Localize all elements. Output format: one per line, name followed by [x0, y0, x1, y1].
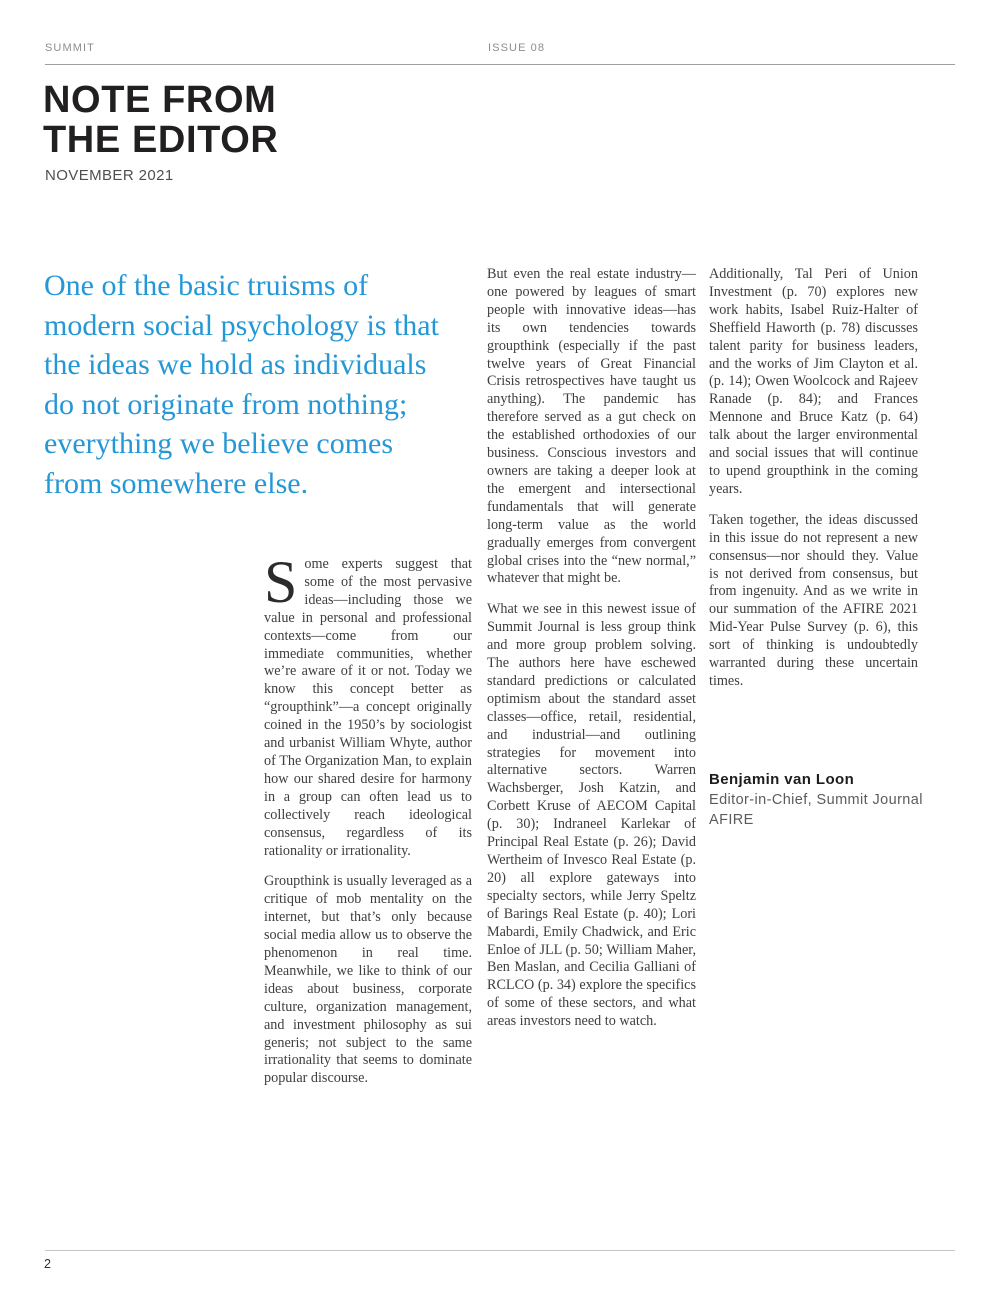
header-divider-rule	[45, 64, 955, 65]
masthead-issue-number: ISSUE 08	[488, 42, 546, 54]
signature-name: Benjamin van Loon	[709, 771, 855, 788]
dropcap-letter: S	[264, 549, 298, 615]
signature-organization: AFIRE	[709, 812, 754, 828]
page-number: 2	[44, 1257, 51, 1271]
column2-paragraph-2: What we see in this newest issue of Summit Journal is less group think and more group problem solving. The authors here have eschewed standard predictions or calculated optimism about the standard asset classes—office, retail, residential, and industrial—and outlining strategies for movement into alternative sectors. Warren Wachsberger, Josh Katzin, and Corbett Kruse of AECOM Capital (p. 30); Indraneel Karlekar of Principal Real Estate (p. 26); David Wertheim of Invesco Real Estate (p. 20) all explore gateways into specialty sectors, while Jerry Speltz of Barings Real Estate (p. 40); Lori Mabardi, Emily Chadwick, and Eric Enloe of JLL (p. 50; William Maher, Ben Maslan, and Cecilia Galliani of RCLCO (p. 34) explore the specifics of some of these sectors, and what areas investors need to watch.	[487, 601, 696, 1030]
page-title-line1: NOTE FROM	[43, 79, 277, 121]
issue-date: NOVEMBER 2021	[45, 167, 174, 184]
column1-paragraph-2: Groupthink is usually leveraged as a critique of mob mentality on the internet, but that’s only because social media allow us to observe the phenomenon in real time. Meanwhile, we like to think of our ideas about business, corporate culture, organization management, and investment philosophy as sui generis; not subject to the same irrationality that seems to dominate popular discourse.	[264, 873, 472, 1087]
signature-role: Editor-in-Chief, Summit Journal	[709, 792, 923, 808]
signature-block	[709, 770, 923, 830]
page-title	[43, 80, 278, 160]
page-title-line2: THE EDITOR	[43, 119, 279, 161]
column1-paragraph-1-text: ome experts suggest that some of the most pervasive ideas—including those we value in personal and professional contexts—come from our immediate communities, whether we’re aware of it or not. Today we know this concept better as “groupthink”—a concept originally coined in the 1950’s by sociologist and urbanist William Whyte, author of The Organization Man, to explain how our shared desire for harmony in a group can often lead us to collectively reach ideological consensus, regardless of its rationality or irrationality.	[264, 556, 472, 859]
masthead-journal-name: SUMMIT	[45, 42, 95, 54]
body-column-3	[709, 266, 918, 704]
column3-paragraph-1: Additionally, Tal Peri of Union Investment (p. 70) explores new work habits, Isabel Ruiz-Halter of Sheffield Haworth (p. 78) discusses talent parity for business leaders, and the works of Jim Clayton et al. (p. 14); Owen Woolcock and Rajeev Ranade (p. 84); and Frances Mennone and Bruce Katz (p. 64) talk about the larger environmental and social issues that will continue to upend groupthink in the coming years.	[709, 266, 918, 497]
column3-paragraph-2: Taken together, the ideas discussed in this issue do not represent a new consensus—nor should they. Value is not derived from consensus, but from ingenuity. And as we write in our summation of the AFIRE 2021 Mid-Year Pulse Survey (p. 6), this sort of thinking is undoubtedly warranted during these uncertain times.	[709, 511, 918, 689]
body-column-2	[487, 266, 696, 1044]
body-column-1	[264, 549, 472, 1101]
column2-paragraph-1: But even the real estate industry—one powered by leagues of smart people with innovative ideas—has its own tendencies towards groupthink (especially if the past twelve years of Great Financial Crisis retrospectives have taught us anything). The pandemic has therefore served as a gut check on the established orthodoxies of our business. Conscious investors and owners are taking a deeper look at the emergent and intersectional fundamentals that will generate long-term value as the world gradually emerges from convergent global crises into the “new normal,” whatever that might be.	[487, 266, 696, 587]
footer-divider-rule	[45, 1250, 955, 1251]
pull-quote: One of the basic truisms of modern social psychology is that the ideas we hold as individuals do not originate from nothing; everything we believe comes from somewhere else.	[44, 269, 439, 500]
column1-paragraph-1	[264, 549, 472, 860]
